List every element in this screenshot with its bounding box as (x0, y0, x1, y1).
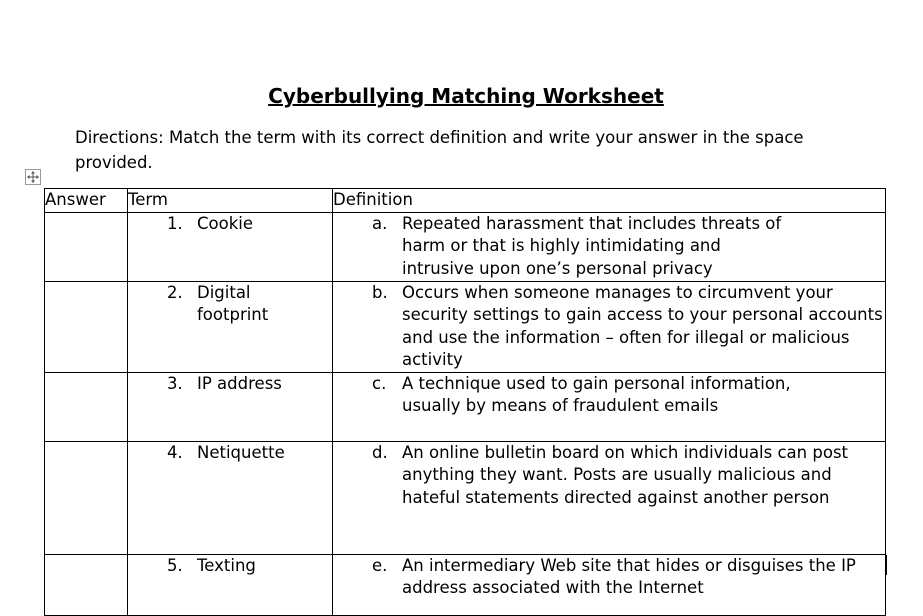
answer-cell[interactable] (45, 212, 128, 281)
answer-cell[interactable] (45, 554, 128, 615)
term-text: Netiquette (197, 442, 285, 462)
definition-text: An online bulletin board on which individuals can post anything they want. Posts are usually malicious and hateful statements directed against another person (402, 442, 849, 507)
answer-cell[interactable] (45, 281, 128, 372)
move-arrows-icon (27, 171, 39, 183)
definition-text: An intermediary Web site that hides or disguises the IP address associated with the Internet (402, 555, 856, 597)
definition-cell (333, 212, 886, 281)
definition-cell (333, 554, 886, 615)
table-header-row (45, 189, 886, 213)
term-number: 3. (167, 373, 183, 393)
definition-letter: a. (372, 213, 388, 233)
table-row (45, 441, 886, 554)
term-cell (128, 554, 333, 615)
matching-table (44, 188, 886, 616)
term-cell (128, 441, 333, 554)
definition-text: A technique used to gain personal information, usually by means of fraudulent emails (402, 373, 791, 415)
header-answer: Answer (45, 189, 128, 213)
definition-letter: c. (372, 373, 387, 393)
definition-cell (333, 441, 886, 554)
definition-cell (333, 281, 886, 372)
term-text: IP address (197, 373, 282, 393)
table-row (45, 372, 886, 441)
term-number: 1. (167, 213, 183, 233)
answer-cell[interactable] (45, 372, 128, 441)
text-cursor (886, 555, 887, 575)
definition-letter: d. (372, 442, 388, 462)
definition-text: Occurs when someone manages to circumvent your security settings to gain access to your personal accounts and use the information – often for illegal or malicious activity (402, 282, 883, 369)
directions-text: Directions: Match the term with its correct definition and write your answer in the space provided. (75, 128, 804, 172)
definition-cell (333, 372, 886, 441)
header-term: Term (128, 189, 333, 213)
term-number: 4. (167, 442, 183, 462)
document-title: Cyberbullying Matching Worksheet (268, 84, 664, 108)
term-number: 2. (167, 282, 183, 302)
term-cell (128, 212, 333, 281)
term-text: Cookie (197, 213, 254, 233)
definition-text: Repeated harassment that includes threats of harm or that is highly intimidating and intrusive upon one’s personal privacy (402, 213, 782, 278)
table-row (45, 212, 886, 281)
table-row (45, 281, 886, 372)
answer-cell[interactable] (45, 441, 128, 554)
term-cell (128, 372, 333, 441)
term-text: Digital footprint (197, 282, 269, 324)
definition-letter: e. (372, 555, 388, 575)
header-definition: Definition (333, 189, 886, 213)
term-cell (128, 281, 333, 372)
definition-letter: b. (372, 282, 388, 302)
table-row (45, 554, 886, 615)
term-text: Texting (197, 555, 256, 575)
table-move-handle[interactable] (25, 169, 41, 185)
term-number: 5. (167, 555, 183, 575)
